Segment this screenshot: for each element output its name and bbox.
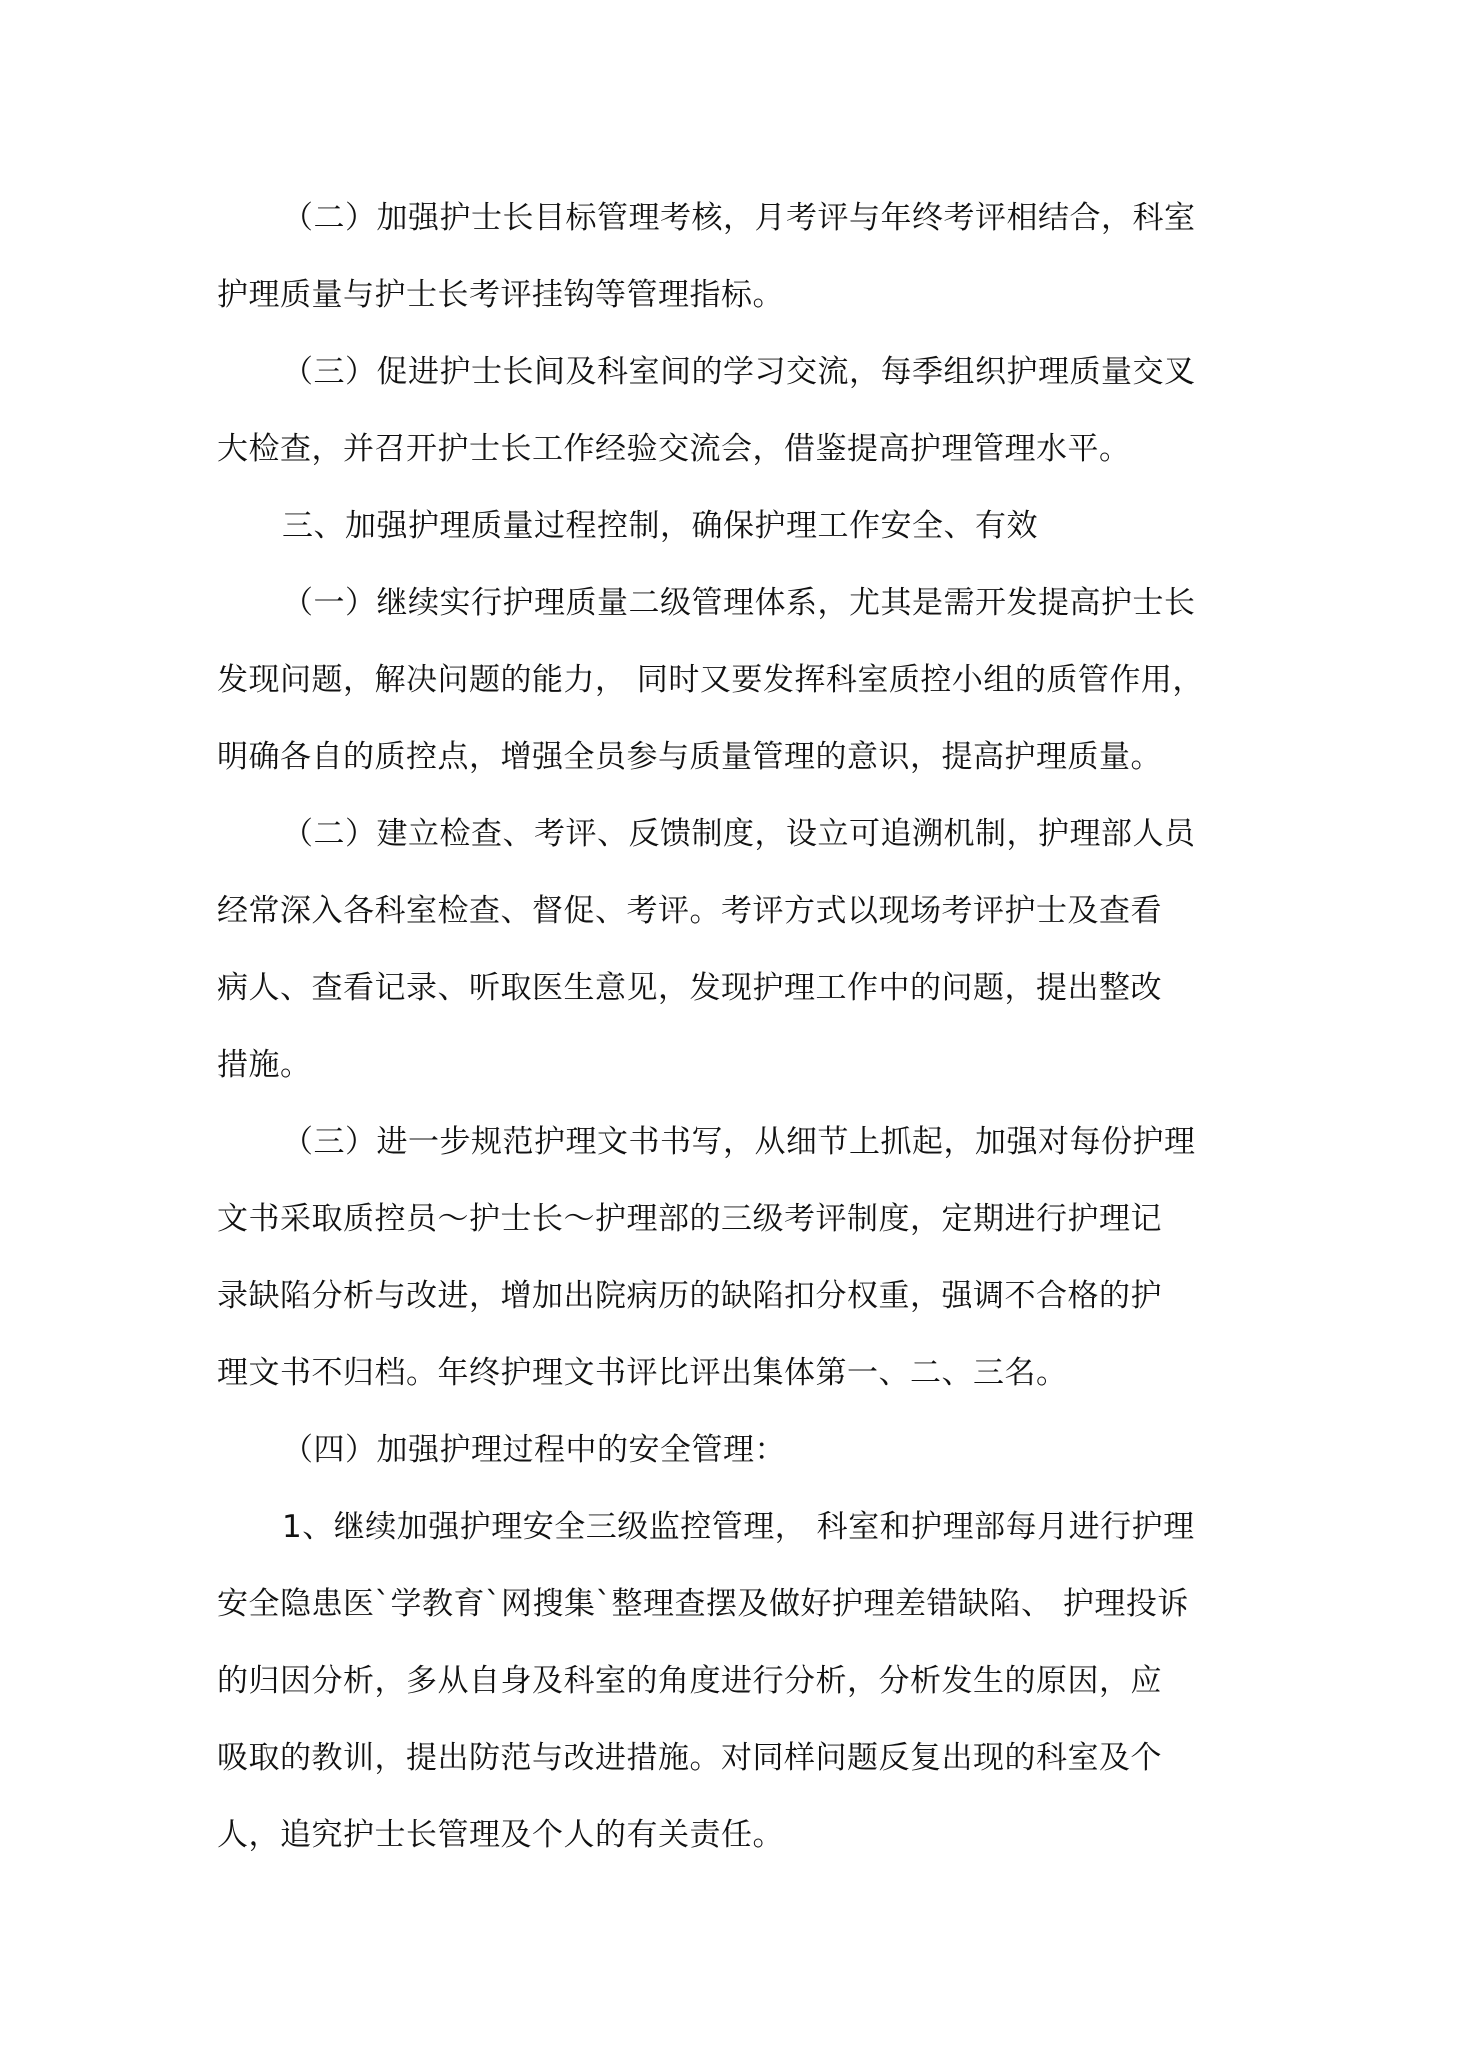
paragraph-line: （二）建立检查、考评、反馈制度，设立可追溯机制，护理部人员 <box>282 816 1196 852</box>
paragraph-line: 安全隐患医`学教育`网搜集`整理查摆及做好护理差错缺陷、 护理投诉 <box>217 1586 1189 1622</box>
paragraph-line: 明确各自的质控点，增强全员参与质量管理的意识，提高护理质量。 <box>217 739 1162 775</box>
paragraph-line: 人，追究护士长管理及个人的有关责任。 <box>217 1817 784 1853</box>
paragraph-line: 发现问题，解决问题的能力， 同时又要发挥科室质控小组的质管作用， <box>217 662 1204 698</box>
paragraph-line: 大检查，并召开护士长工作经验交流会，借鉴提高护理管理水平。 <box>217 431 1131 467</box>
paragraph-line: 病人、查看记录、听取医生意见，发现护理工作中的问题，提出整改 <box>217 970 1162 1006</box>
paragraph-line: 吸取的教训，提出防范与改进措施。对同样问题反复出现的科室及个 <box>217 1740 1162 1776</box>
paragraph-line: 护理质量与护士长考评挂钩等管理指标。 <box>217 277 784 313</box>
section-heading: 三、加强护理质量过程控制，确保护理工作安全、有效 <box>282 508 1038 544</box>
paragraph-line: 的归因分析，多从自身及科室的角度进行分析，分析发生的原因，应 <box>217 1663 1162 1699</box>
paragraph-line: （二）加强护士长目标管理考核，月考评与年终考评相结合，科室 <box>282 200 1196 236</box>
paragraph-line: （四）加强护理过程中的安全管理： <box>282 1432 786 1468</box>
paragraph-line: （三）促进护士长间及科室间的学习交流，每季组织护理质量交叉 <box>282 354 1196 390</box>
paragraph-line: （三）进一步规范护理文书书写，从细节上抓起，加强对每份护理 <box>282 1124 1196 1160</box>
paragraph-line: （一）继续实行护理质量二级管理体系，尤其是需开发提高护士长 <box>282 585 1196 621</box>
paragraph-line: 措施。 <box>217 1047 312 1083</box>
paragraph-line: 1、继续加强护理安全三级监控管理， 科室和护理部每月进行护理 <box>282 1509 1195 1545</box>
paragraph-line: 文书采取质控员～护士长～护理部的三级考评制度，定期进行护理记 <box>217 1201 1162 1237</box>
paragraph-line: 经常深入各科室检查、督促、考评。考评方式以现场考评护士及查看 <box>217 893 1162 929</box>
paragraph-line: 理文书不归档。年终护理文书评比评出集体第一、二、三名。 <box>217 1355 1068 1391</box>
paragraph-line: 录缺陷分析与改进，增加出院病历的缺陷扣分权重，强调不合格的护 <box>217 1278 1162 1314</box>
